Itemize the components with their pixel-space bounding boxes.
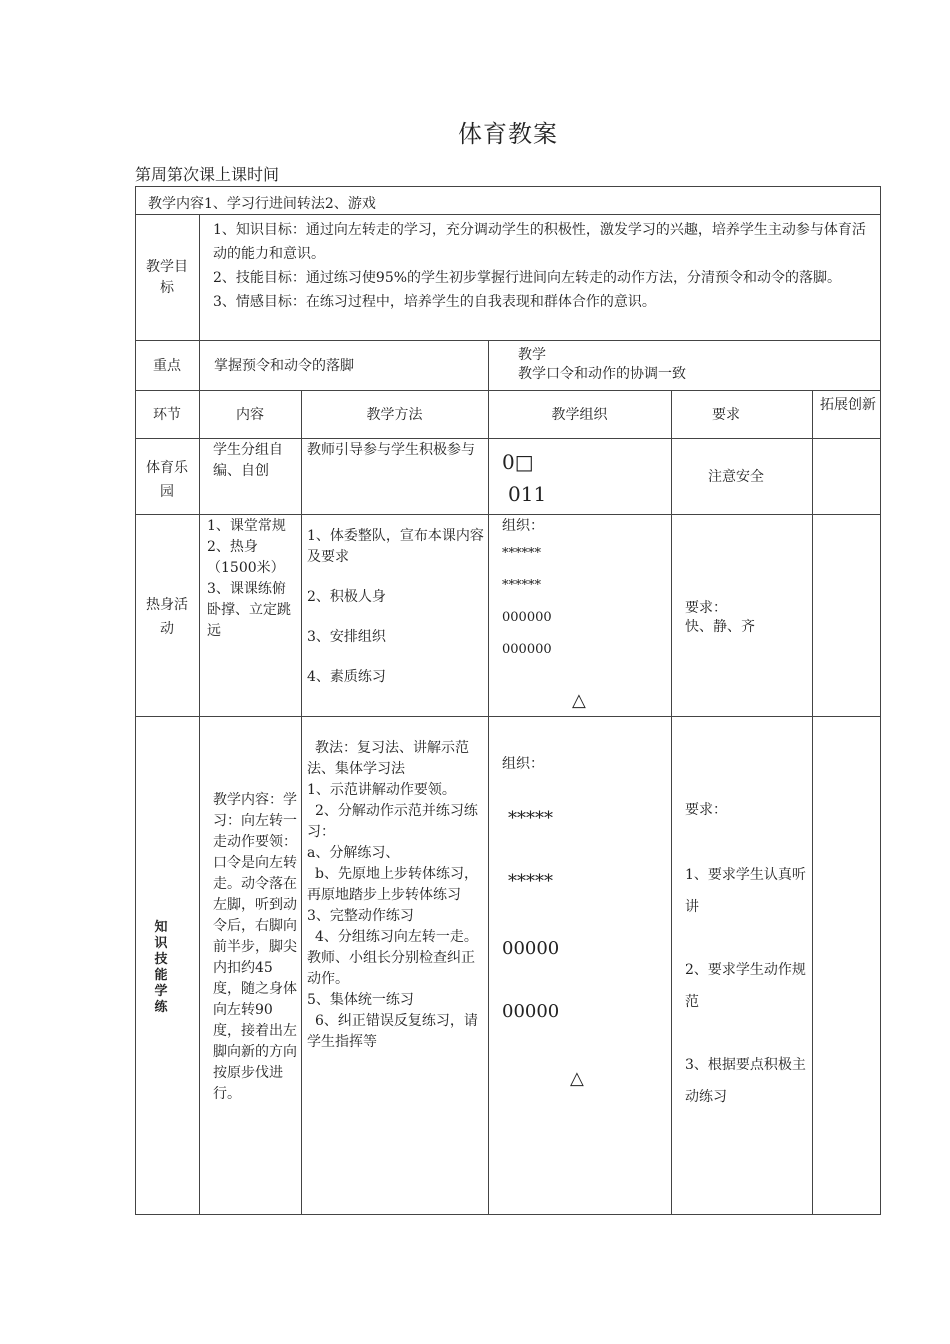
objectives-list xyxy=(213,218,873,314)
warmup-content-item: 1、课堂常规 xyxy=(207,518,286,534)
formation-row: ***** xyxy=(508,871,553,892)
skill-method-item: a、分解练习、 xyxy=(307,845,400,861)
fun-org-line2: 011 xyxy=(508,482,547,506)
formation-row: 000000 xyxy=(502,610,552,625)
teacher-triangle-icon: △ xyxy=(570,1068,584,1089)
fun-requirement: 注意安全 xyxy=(708,469,764,485)
fun-section-label: 体育乐园 xyxy=(146,460,188,500)
header-content: 内容 xyxy=(236,407,264,423)
formation-row: ***** xyxy=(508,808,553,829)
skill-requirement-label: 要求： xyxy=(685,802,727,818)
skill-requirement-item: 3、根据要点积极主动练习 xyxy=(685,1057,806,1105)
warmup-section-label: 热身活动 xyxy=(146,597,188,637)
skill-method-item: 6、纠正错误反复练习，请学生指挥等 xyxy=(307,1013,478,1050)
page-title: 体育教案 xyxy=(458,120,558,148)
teacher-triangle-icon: △ xyxy=(572,690,586,711)
skill-method-item: 5、集体统一练习 xyxy=(307,992,414,1008)
warmup-content-item: 2、热身（1500米） xyxy=(207,539,285,576)
formation-row: ****** xyxy=(502,578,541,593)
difficulty-value: 教学口令和动作的协调一致 xyxy=(518,366,686,382)
skill-method-item: 教法：复习法、讲解示范法、集体学习法 xyxy=(307,740,469,777)
skill-method-list xyxy=(307,738,487,1053)
header-organization: 教学组织 xyxy=(551,407,608,423)
warmup-requirement-label: 要求： xyxy=(685,600,727,616)
class-schedule-line: 第周第次课上课时间 xyxy=(135,165,280,184)
formation-row: ****** xyxy=(502,546,541,561)
warmup-method-item: 3、安排组织 xyxy=(307,629,386,645)
objectives-label: 教学目标 xyxy=(146,259,188,296)
warmup-method-list xyxy=(307,526,485,688)
teaching-content-row: 教学内容1、学习行进间转法2、游戏 xyxy=(148,196,376,212)
objective-item: 3、情感目标：在练习过程中，培养学生的自我表现和群体合作的意识。 xyxy=(213,294,656,310)
warmup-method-item: 1、体委整队，宣布本课内容及要求 xyxy=(307,528,484,565)
warmup-requirement: 快、静、齐 xyxy=(685,619,755,635)
warmup-content-list xyxy=(207,516,295,642)
objective-item: 1、知识目标：通过向左转走的学习，充分调动学生的积极性，激发学习的兴趣，培养学生主动参与体育活动的能力和意识。 xyxy=(213,222,866,262)
warmup-method-item: 4、素质练习 xyxy=(307,669,386,685)
skill-requirement-item: 2、要求学生动作规范 xyxy=(685,962,806,1010)
key-point-label: 重点 xyxy=(153,358,181,374)
formation-row: 00000 xyxy=(502,938,560,959)
skill-method-item: 1、示范讲解动作要领。 xyxy=(307,782,456,798)
fun-org-line1: 0□ xyxy=(502,450,534,474)
fun-method: 教师引导参与学生积极参与 xyxy=(307,442,475,458)
skill-org-label: 组织： xyxy=(502,756,544,772)
warmup-content-item: 3、课课练俯卧撑、立定跳远 xyxy=(207,581,291,639)
skill-method-item: 2、分解动作示范并练习练习： xyxy=(307,803,478,840)
difficulty-label: 教学 xyxy=(518,347,546,363)
warmup-org-label: 组织： xyxy=(502,518,544,534)
key-point-value: 掌握预令和动令的落脚 xyxy=(214,358,354,374)
formation-row: 000000 xyxy=(502,642,552,657)
formation-row: 00000 xyxy=(502,1001,560,1022)
header-section: 环节 xyxy=(153,407,181,423)
skill-method-item: 4、分组练习向左转一走。教师、小组长分别检查纠正动作。 xyxy=(307,929,478,987)
header-requirement: 要求 xyxy=(712,407,740,423)
fun-content: 学生分组自编、自创 xyxy=(213,442,283,479)
header-method: 教学方法 xyxy=(366,407,423,423)
skill-method-item: 3、完整动作练习 xyxy=(307,908,414,924)
warmup-org-formation xyxy=(502,538,662,666)
header-extension: 拓展创新 xyxy=(820,397,876,413)
objective-item: 2、技能目标：通过练习使95%的学生初步掌握行进间向左转走的动作方法，分清预令和动令的落脚。 xyxy=(213,270,842,286)
skill-method-item: b、先原地上步转体练习，再原地踏步上步转体练习 xyxy=(307,866,478,903)
skill-requirement-item: 1、要求学生认真听讲 xyxy=(685,867,806,915)
skill-section-label: 知识技能学练 xyxy=(154,920,168,1015)
warmup-method-item: 2、积极人身 xyxy=(307,589,386,605)
skill-content: 教学内容：学习：向左转一走动作要领：口令是向左转走。动令落在左脚，听到动令后，右脚向前半步，脚尖内扣约45度，随之身体向左转90度，接着出左脚向新的方向按原步伐进行。 xyxy=(213,792,297,1102)
